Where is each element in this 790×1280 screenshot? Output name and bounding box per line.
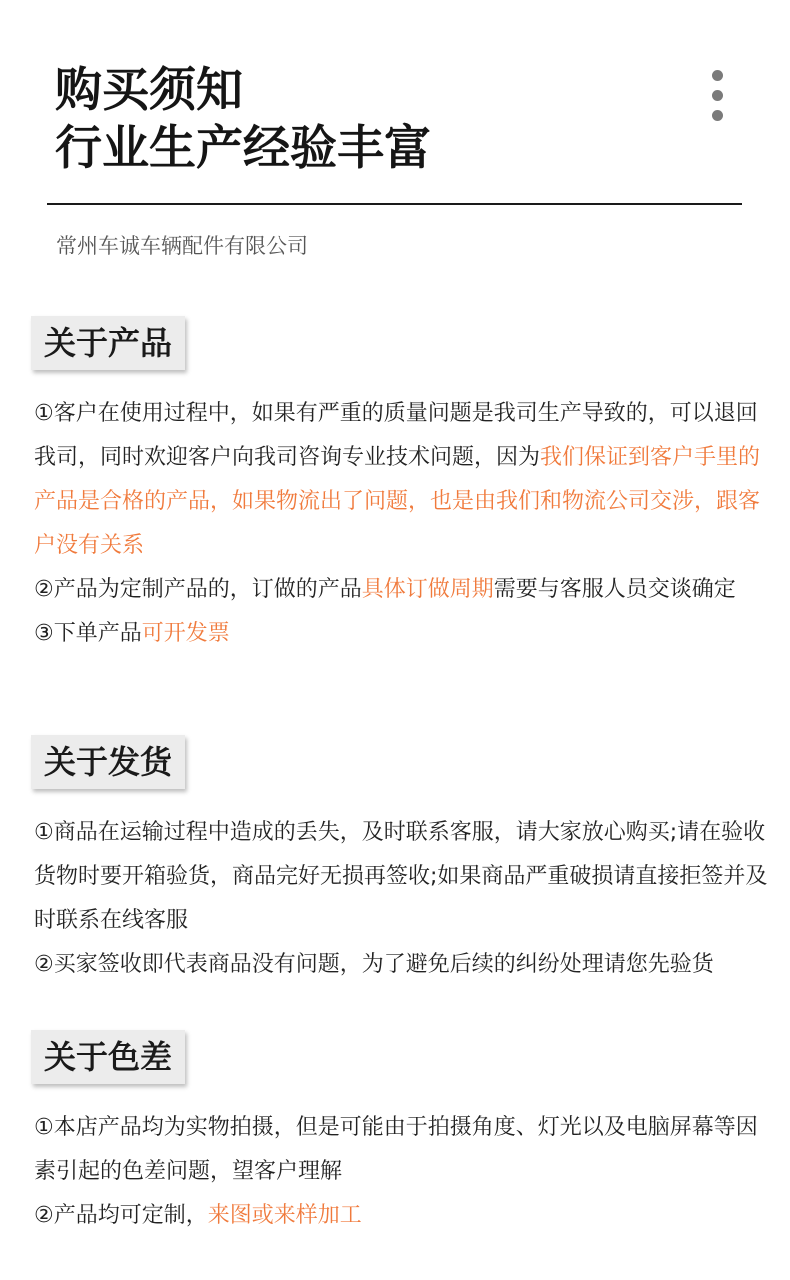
highlight-text: 我们保证到客户手里的产品是合格的产品，如果物流出了问题，也是由我们和物流公司交涉，跟客户没有关系 <box>34 445 761 558</box>
section-body-color <box>34 1106 769 1238</box>
body-text: ①客户在使用过程中，如果有严重的质量问题是我司生产导致的，可以退回我司，同时欢迎客户向我司咨询专业技术问题，因为 <box>34 401 758 470</box>
section-heading-product: 关于产品 <box>31 316 185 370</box>
highlight-text: 具体订做周期 <box>361 577 494 602</box>
menu-dot <box>712 70 723 81</box>
page-title: 购买须知 <box>55 63 243 118</box>
section-heading-color: 关于色差 <box>31 1030 185 1084</box>
paragraph <box>34 568 769 612</box>
section-heading-shipping: 关于发货 <box>31 735 185 789</box>
paragraph <box>34 943 769 987</box>
paragraph <box>34 1106 769 1194</box>
highlight-text: 可开发票 <box>141 621 230 646</box>
header-divider <box>47 203 742 205</box>
menu-dot <box>712 90 723 101</box>
section-body-shipping <box>34 811 769 987</box>
page-subtitle: 行业生产经验丰富 <box>55 121 431 176</box>
paragraph <box>34 1194 769 1238</box>
section-body-product <box>34 392 769 656</box>
body-text: ③下单产品 <box>34 621 142 646</box>
menu-dot <box>712 110 723 121</box>
page-header <box>55 62 695 178</box>
body-text: ①商品在运输过程中造成的丢失，及时联系客服，请大家放心购买;请在验收货物时要开箱验货，商品完好无损再签收;如果商品严重破损请直接拒签并及时联系在线客服 <box>34 820 768 933</box>
paragraph <box>34 612 769 656</box>
paragraph <box>34 392 769 568</box>
more-vertical-icon[interactable] <box>707 68 729 124</box>
paragraph <box>34 811 769 943</box>
body-text: ②买家签收即代表商品没有问题，为了避免后续的纠纷处理请您先验货 <box>34 952 714 977</box>
company-name: 常州车诚车辆配件有限公司 <box>56 234 308 258</box>
body-text: ②产品为定制产品的，订做的产品 <box>34 577 362 602</box>
body-text: 需要与客服人员交谈确定 <box>493 577 736 602</box>
highlight-text: 来图或来样加工 <box>207 1203 362 1228</box>
body-text: ①本店产品均为实物拍摄，但是可能由于拍摄角度、灯光以及电脑屏幕等因素引起的色差问题，望客户理解 <box>34 1115 758 1184</box>
body-text: ②产品均可定制， <box>34 1203 208 1228</box>
